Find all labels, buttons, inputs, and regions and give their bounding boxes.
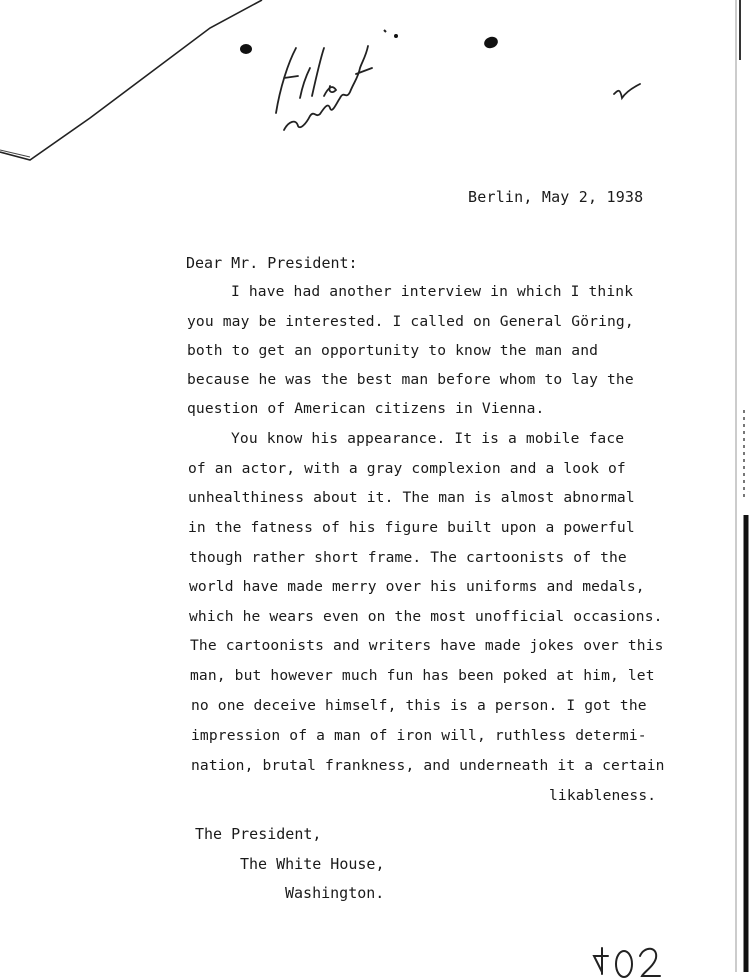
body-line: unhealthiness about it. The man is almost abnormal	[188, 489, 635, 506]
letter-salutation: Dear Mr. President:	[186, 254, 358, 272]
body-line: you may be interested. I called on General Göring,	[187, 313, 634, 330]
body-line: likableness.	[549, 787, 657, 804]
address-line: The White House,	[240, 855, 385, 873]
ink-blot	[240, 44, 252, 54]
body-line: no one deceive himself, this is a person. I got the	[191, 697, 647, 714]
ink-blot	[483, 35, 500, 50]
scan-edge	[734, 0, 750, 972]
body-line: man, but however much fun has been poked at him, let	[190, 667, 655, 684]
body-line: question of American citizens in Vienna.	[187, 400, 545, 417]
body-line: The cartoonists and writers have made jokes over this	[190, 637, 664, 654]
body-line: in the fatness of his figure built upon a powerful	[188, 519, 635, 536]
body-line: which he wears even on the most unofficial occasions.	[189, 608, 663, 625]
body-line: because he was the best man before whom to lay the	[187, 371, 634, 388]
body-line: nation, brutal frankness, and underneath it a certain	[191, 757, 665, 774]
letter-dateline: Berlin, May 2, 1938	[468, 188, 644, 206]
body-line: impression of a man of iron will, ruthless determi-	[191, 727, 647, 744]
handwritten-file-confidential	[236, 18, 396, 138]
body-line: of an actor, with a gray complexion and a look of	[188, 460, 626, 477]
check-mark-icon	[612, 82, 642, 104]
body-line: both to get an opportunity to know the man and	[187, 342, 599, 359]
body-line: You know his appearance. It is a mobile face	[231, 430, 625, 447]
body-line: I have had another interview in which I think	[231, 283, 634, 300]
handwritten-page-number	[588, 938, 668, 978]
address-line: Washington.	[285, 884, 385, 902]
body-line: world have made merry over his uniforms and medals,	[189, 578, 645, 595]
body-line: though rather short frame. The cartoonists of the	[189, 549, 627, 566]
ink-dot	[394, 34, 398, 38]
address-line: The President,	[195, 825, 322, 843]
